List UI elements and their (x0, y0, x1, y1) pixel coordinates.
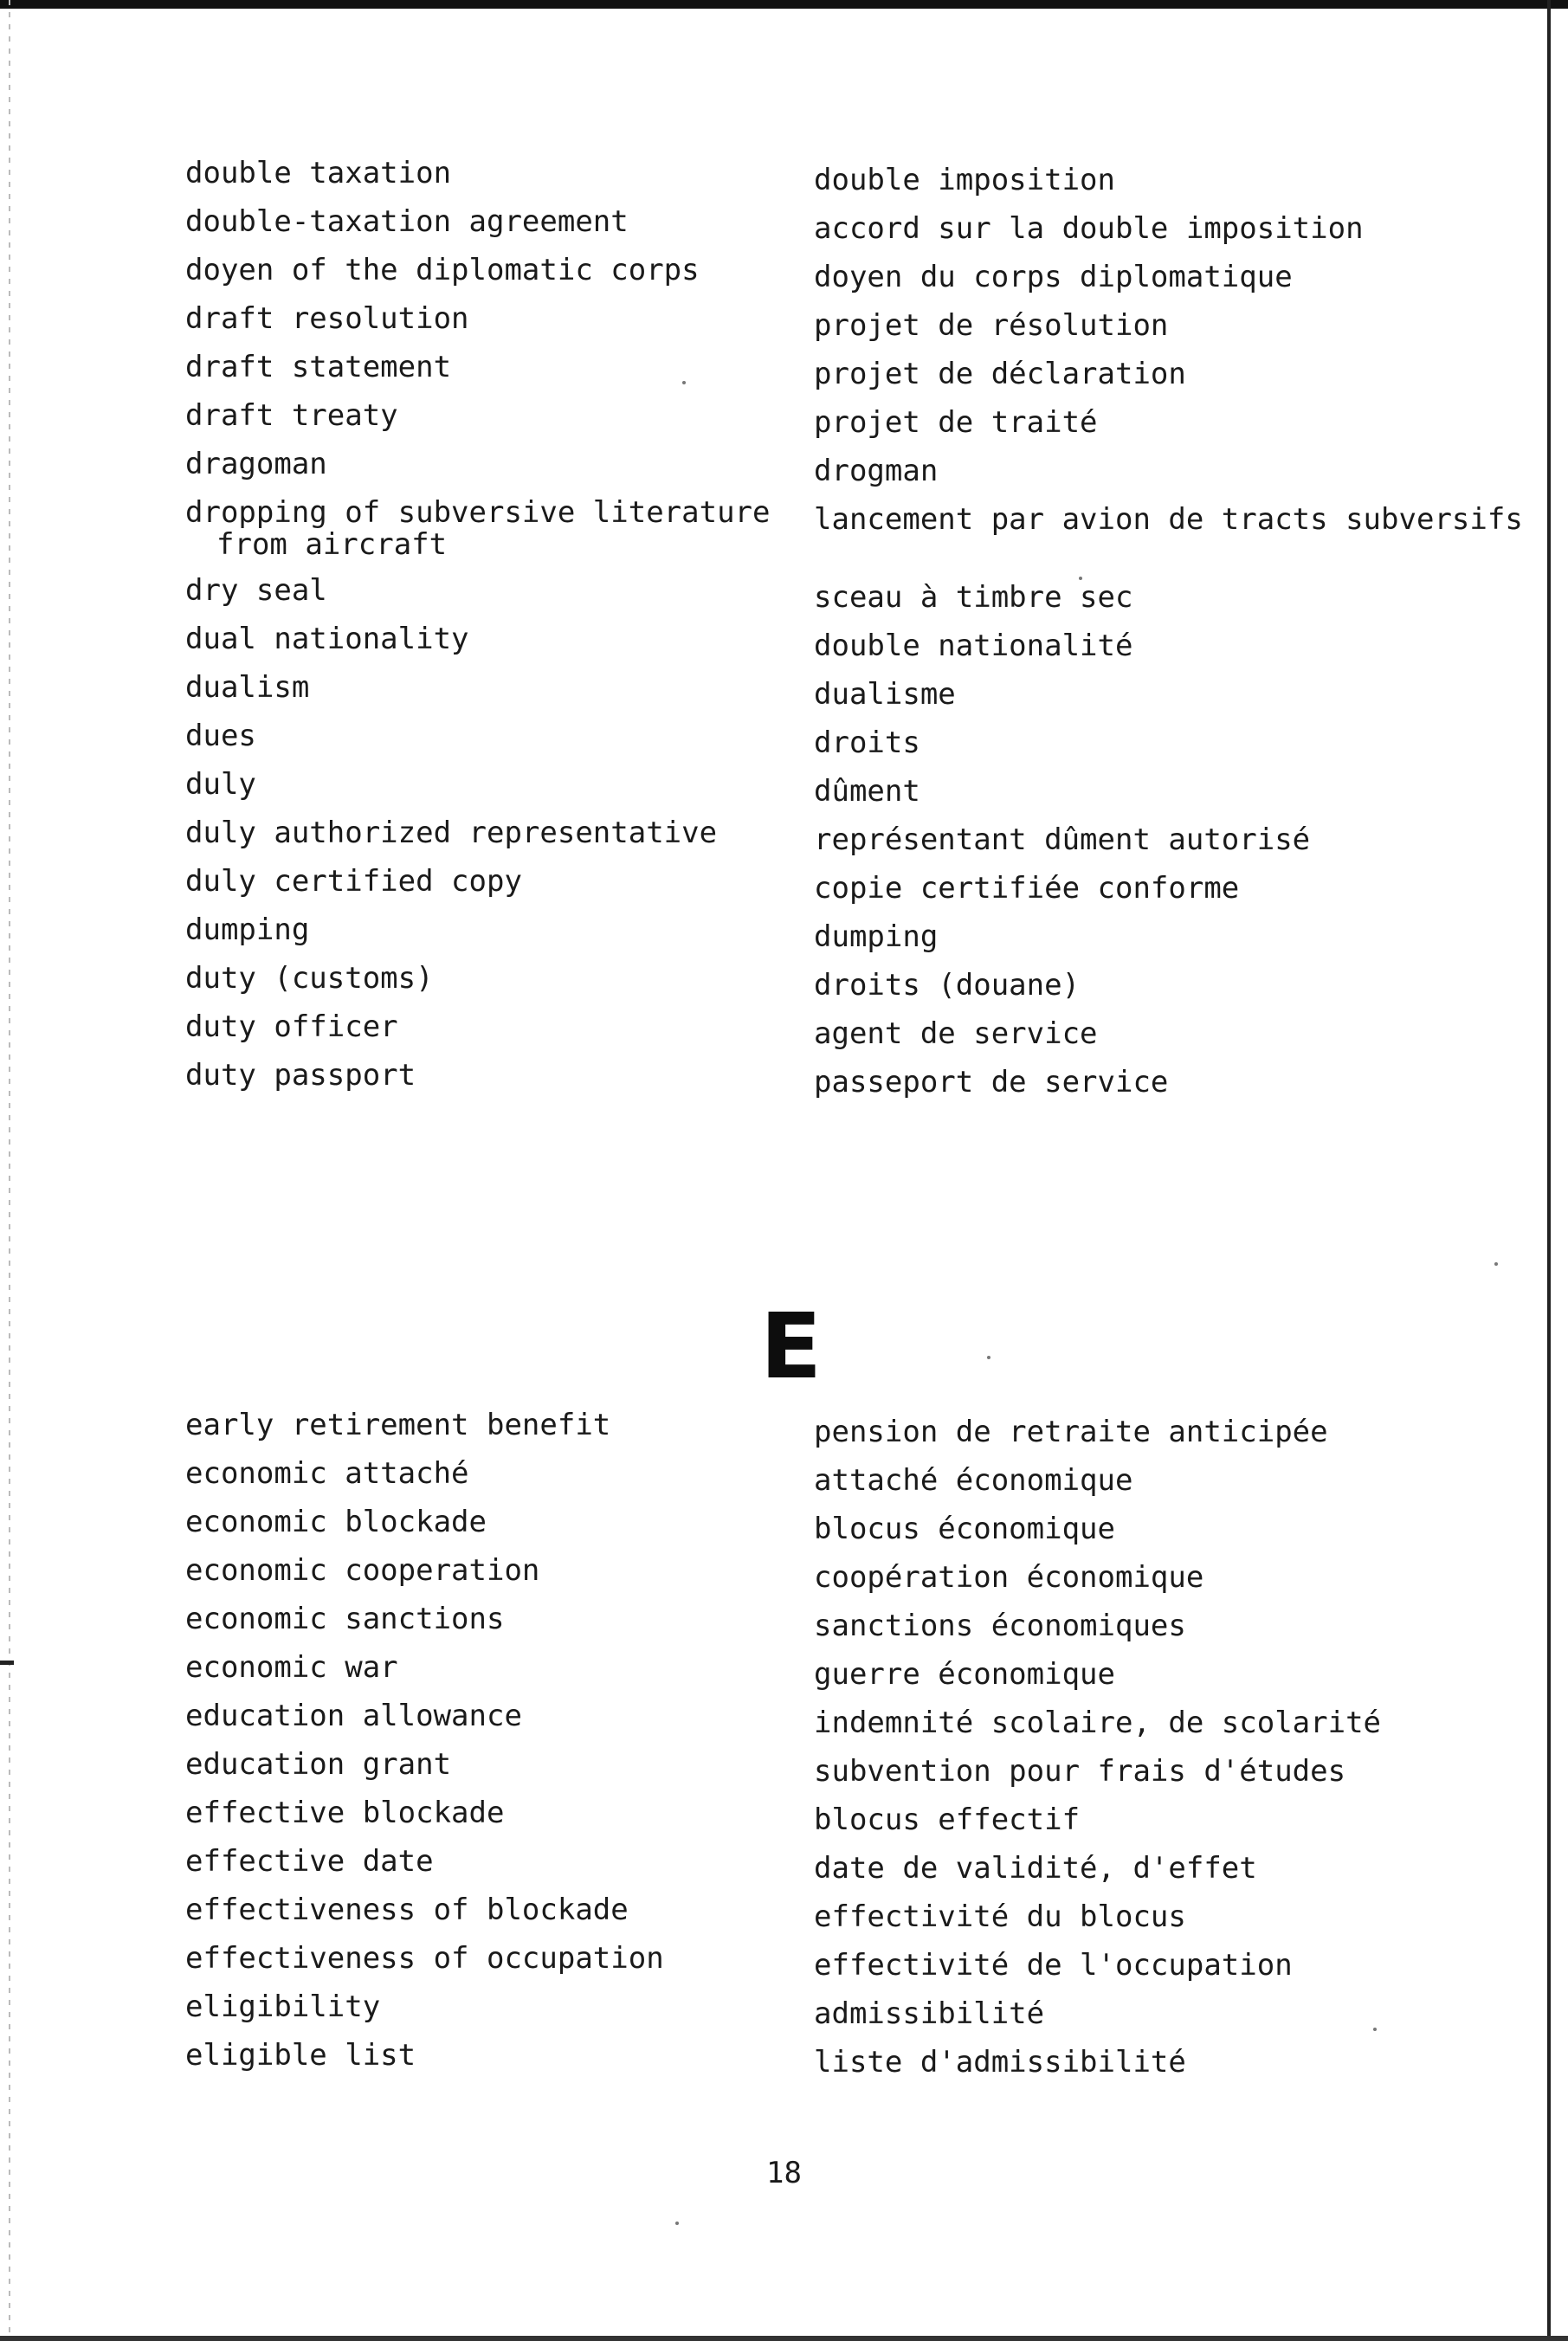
french-term: passeport de service (814, 1065, 1169, 1100)
english-term: effective blockade (185, 1796, 505, 1830)
margin-tick-mark (0, 1661, 14, 1665)
french-term: dualisme (814, 677, 956, 712)
english-term-multiline (185, 495, 771, 573)
scan-speck (682, 381, 686, 384)
french-term: dûment (814, 774, 920, 809)
english-term: dues (185, 719, 256, 753)
french-term: indemnité scolaire, de scolarité (814, 1706, 1382, 1740)
english-term: duty passport (185, 1058, 416, 1093)
english-term: duly authorized representative (185, 816, 718, 850)
english-term: draft statement (185, 350, 452, 384)
english-term: economic sanctions (185, 1602, 505, 1636)
english-term: duty (customs) (185, 961, 434, 996)
scan-speck (675, 2222, 679, 2225)
french-term: blocus économique (814, 1512, 1115, 1546)
french-term: copie certifiée conforme (814, 871, 1240, 906)
english-term: effective date (185, 1844, 434, 1879)
english-term-line: dropping of subversive literature (185, 495, 771, 530)
french-term: projet de résolution (814, 308, 1169, 343)
french-term: projet de traité (814, 405, 1098, 440)
bottom-border (0, 2336, 1568, 2341)
left-scan-edge (9, 0, 10, 2341)
english-term: dual nationality (185, 622, 469, 656)
french-term: coopération économique (814, 1560, 1204, 1595)
french-term: effectivité du blocus (814, 1899, 1186, 1934)
french-term: admissibilité (814, 1996, 1045, 2031)
english-term: economic attaché (185, 1456, 469, 1491)
english-term: eligibility (185, 1990, 381, 2024)
french-term: sceau à timbre sec (814, 580, 1133, 615)
french-term: dumping (814, 919, 939, 954)
french-term: liste d'admissibilité (814, 2045, 1186, 2080)
english-term: draft treaty (185, 398, 398, 433)
english-term: double taxation (185, 156, 452, 190)
scan-speck (1373, 2028, 1377, 2031)
english-terms-column (185, 156, 771, 1106)
french-term: blocus effectif (814, 1803, 1081, 1837)
english-term: effectiveness of blockade (185, 1893, 629, 1927)
english-terms-column (185, 1408, 664, 2086)
english-term: economic blockade (185, 1505, 487, 1539)
scan-speck (1494, 1262, 1498, 1266)
english-term: double-taxation agreement (185, 204, 629, 239)
scan-speck (987, 1356, 990, 1359)
top-border (0, 0, 1568, 9)
french-term: doyen du corps diplomatique (814, 260, 1293, 294)
french-term: attaché économique (814, 1463, 1133, 1498)
english-term: dualism (185, 670, 310, 705)
french-term: projet de déclaration (814, 357, 1186, 391)
french-term: agent de service (814, 1016, 1098, 1051)
english-term: draft resolution (185, 301, 469, 336)
french-term: droits (douane) (814, 968, 1081, 1003)
english-term: duly certified copy (185, 864, 522, 899)
french-term: drogman (814, 454, 939, 488)
english-term: dumping (185, 913, 310, 947)
english-term: dragoman (185, 447, 327, 481)
english-term: duty officer (185, 1009, 398, 1044)
english-term: economic war (185, 1650, 398, 1685)
scan-speck (1079, 577, 1082, 580)
french-term: accord sur la double imposition (814, 211, 1364, 246)
english-term: economic cooperation (185, 1553, 540, 1588)
french-terms-column (814, 1415, 1381, 2093)
page-number: 18 (766, 2156, 802, 2190)
french-term: sanctions économiques (814, 1609, 1186, 1643)
english-term: effectiveness of occupation (185, 1941, 664, 1976)
english-term: education grant (185, 1747, 452, 1782)
section-letter-heading: E (760, 1293, 823, 1399)
french-term: effectivité de l'occupation (814, 1948, 1293, 1983)
french-term: subvention pour frais d'études (814, 1754, 1346, 1789)
french-term: représentant dûment autorisé (814, 822, 1311, 857)
french-term: lancement par avion de tracts subversifs (814, 502, 1523, 537)
french-terms-column (814, 163, 1523, 1113)
french-term: double imposition (814, 163, 1115, 197)
french-term: droits (814, 726, 920, 760)
english-term: education allowance (185, 1699, 522, 1733)
french-term: pension de retraite anticipée (814, 1415, 1328, 1449)
english-term: duly (185, 767, 256, 802)
english-term-continuation: from aircraft (216, 527, 448, 562)
english-term: early retirement benefit (185, 1408, 611, 1442)
english-term: dry seal (185, 573, 327, 608)
french-term: guerre économique (814, 1657, 1115, 1692)
right-border (1547, 0, 1551, 2341)
english-term: doyen of the diplomatic corps (185, 253, 700, 287)
french-term: double nationalité (814, 629, 1133, 663)
french-term: date de validité, d'effet (814, 1851, 1257, 1886)
english-term: eligible list (185, 2038, 416, 2073)
